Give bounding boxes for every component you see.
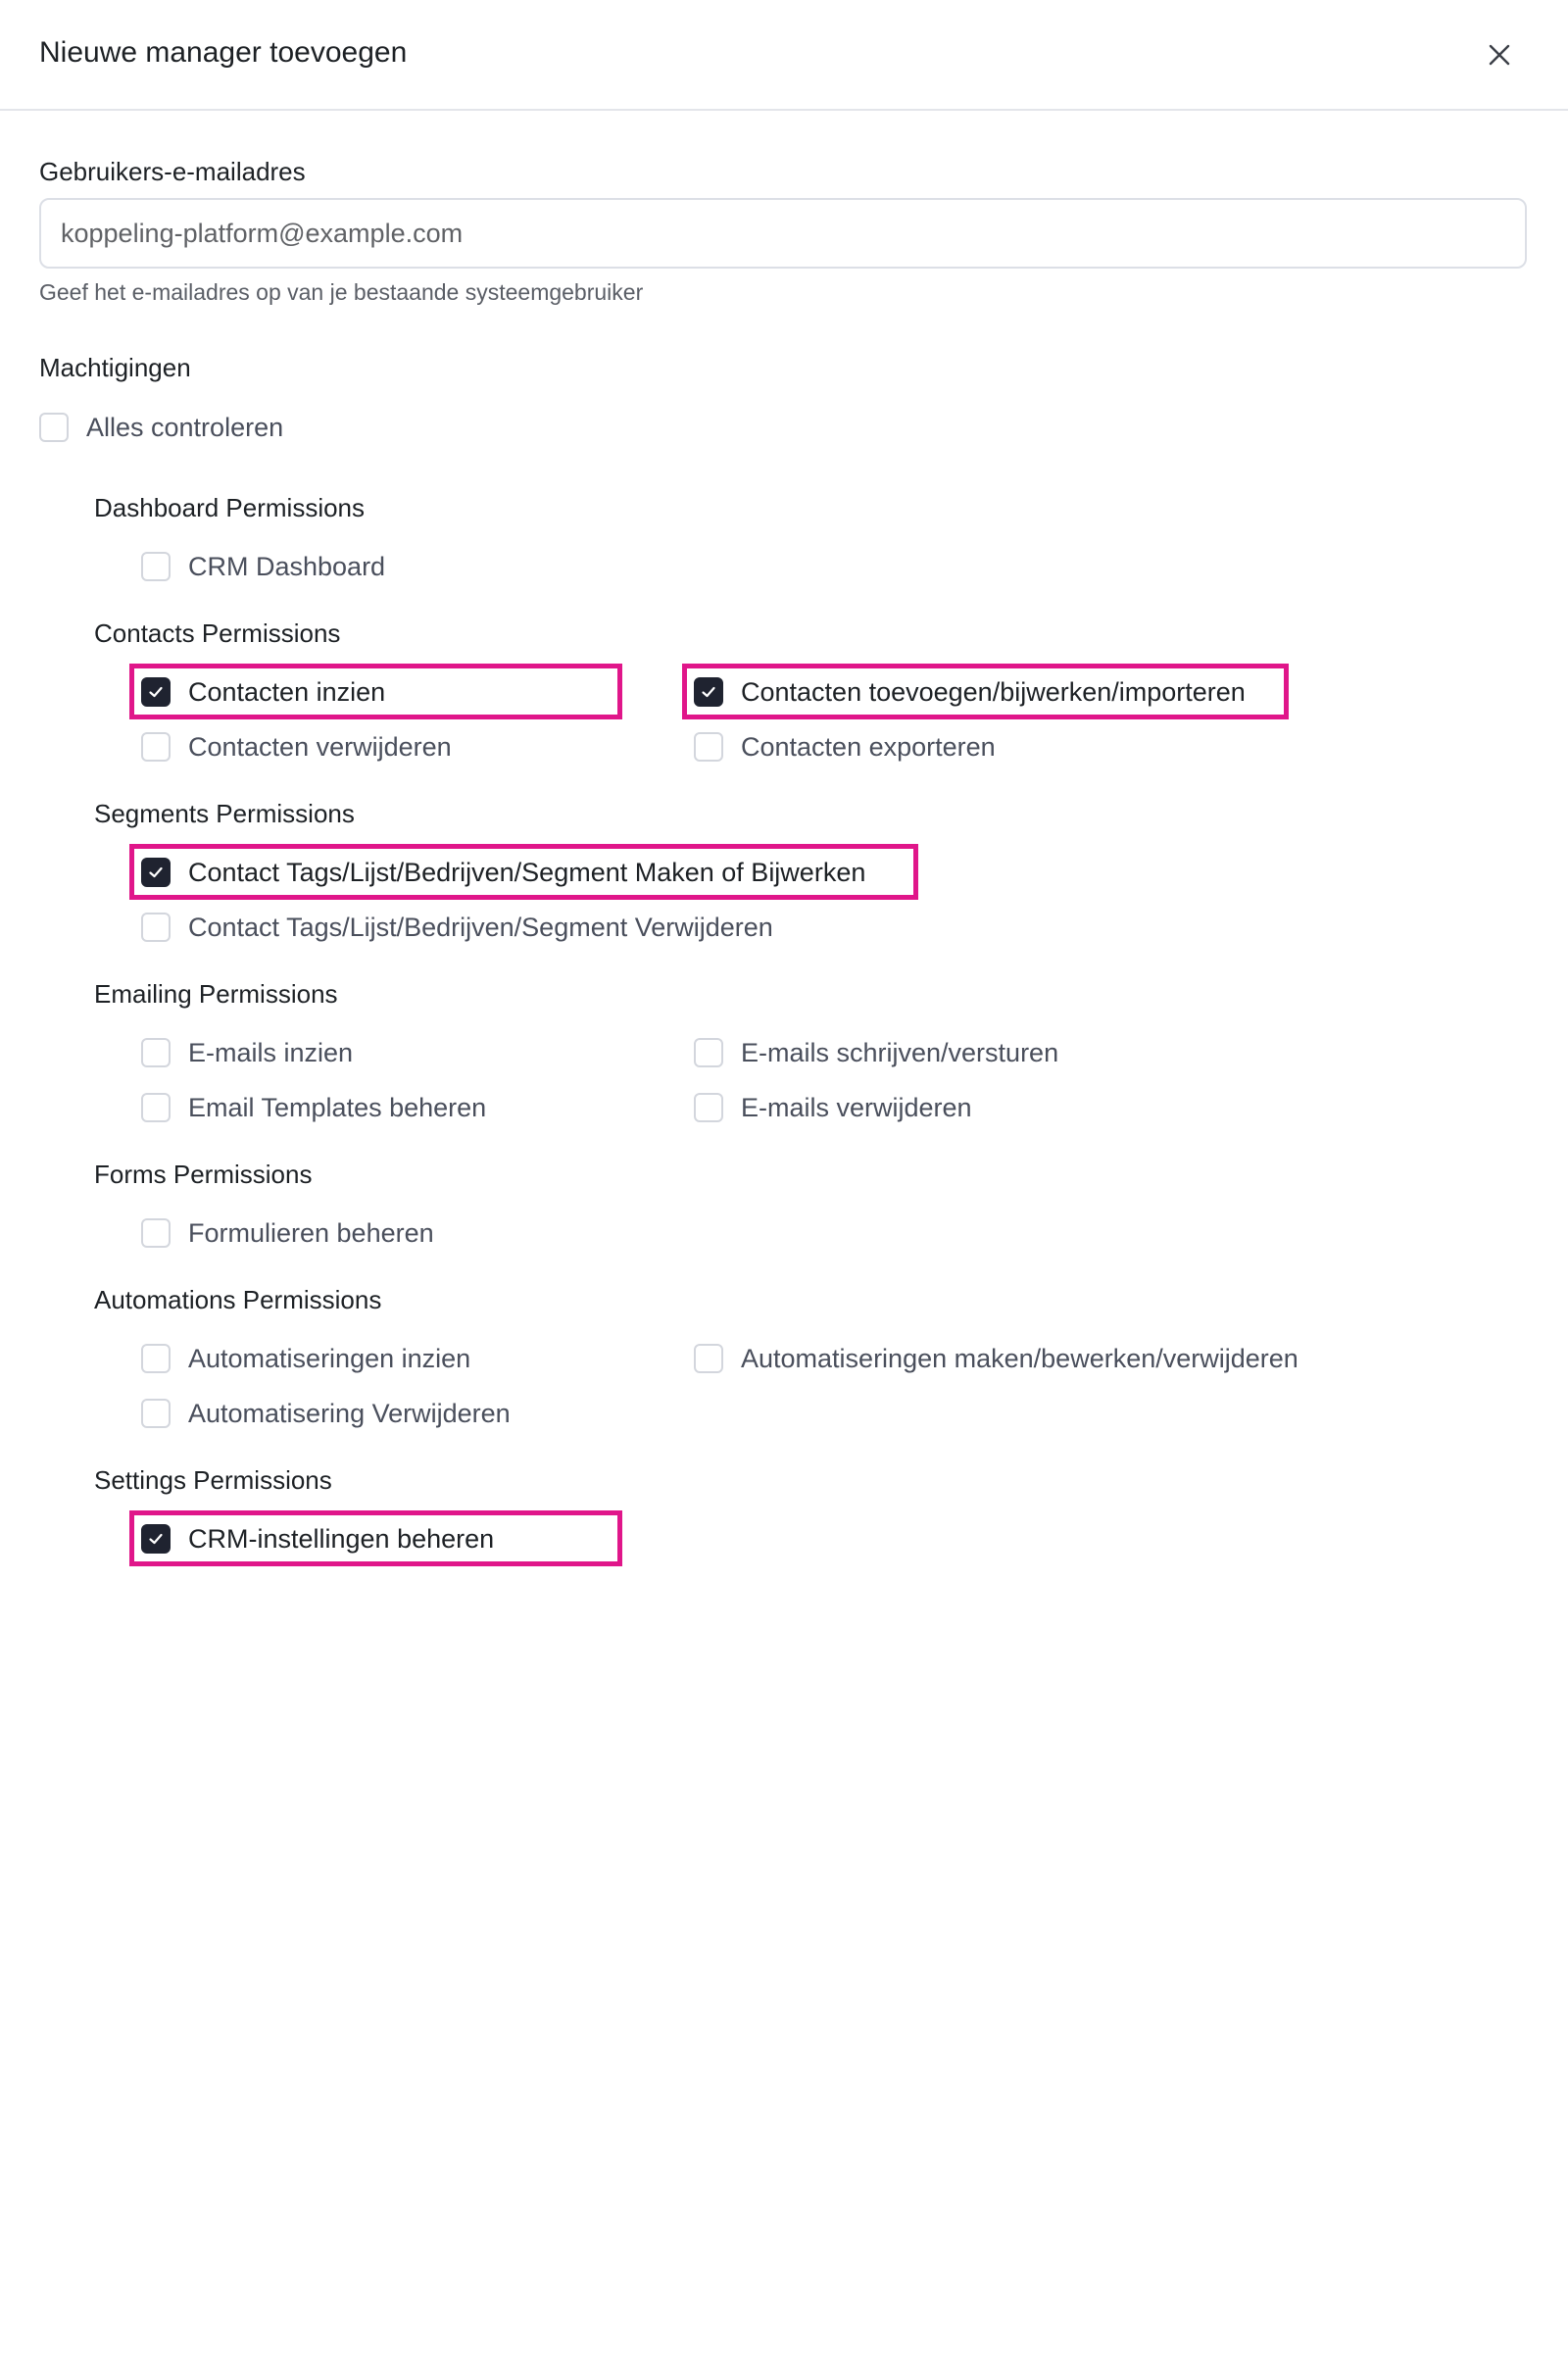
checkbox-crm-instellingen[interactable] xyxy=(141,1519,494,1558)
checkbox-box xyxy=(141,858,171,887)
checkbox-label: Contacten inzien xyxy=(188,677,386,707)
checkbox-box xyxy=(694,677,723,707)
checkbox-label: CRM Dashboard xyxy=(188,552,386,581)
checkbox-crm-dashboard[interactable] xyxy=(141,547,385,586)
checkbox-segment-verwijderen[interactable] xyxy=(141,908,773,947)
modal-title: Nieuwe manager toevoegen xyxy=(39,36,408,69)
group-title-settings: Settings Permissions xyxy=(94,1465,332,1495)
checkbox-email-templates[interactable] xyxy=(141,1088,486,1127)
checkbox-contacten-verwijderen[interactable] xyxy=(141,727,452,766)
checkbox-emails-schrijven[interactable] xyxy=(694,1033,1058,1072)
checkbox-label: E-mails verwijderen xyxy=(741,1093,972,1122)
group-title-automations: Automations Permissions xyxy=(94,1285,382,1314)
email-field[interactable] xyxy=(39,198,1527,269)
modal-header xyxy=(0,0,1568,111)
checkbox-box xyxy=(141,677,171,707)
checkbox-label: Contact Tags/Lijst/Bedrijven/Segment Verwijderen xyxy=(188,913,773,942)
check-all-checkbox[interactable] xyxy=(39,408,283,447)
group-title-emailing: Emailing Permissions xyxy=(94,979,338,1009)
checkbox-label: Formulieren beheren xyxy=(188,1218,434,1248)
permissions-title: Machtigingen xyxy=(39,353,191,382)
checkbox-automatiseringen-maken[interactable] xyxy=(694,1339,1298,1378)
checkbox-label: Automatiseringen maken/bewerken/verwijderen xyxy=(741,1344,1298,1373)
close-icon xyxy=(1489,44,1510,66)
checkbox-box xyxy=(141,1093,171,1122)
checkbox-box xyxy=(141,1038,171,1067)
checkbox-automatisering-verwijderen[interactable] xyxy=(141,1394,511,1433)
checkbox-label: Email Templates beheren xyxy=(188,1093,487,1122)
close-button[interactable] xyxy=(1480,37,1519,73)
checkbox-contacten-toevoegen[interactable] xyxy=(694,672,1246,712)
group-title-dashboard: Dashboard Permissions xyxy=(94,493,366,522)
checkbox-label: Automatisering Verwijderen xyxy=(188,1399,511,1428)
checkbox-label: E-mails schrijven/versturen xyxy=(741,1038,1059,1067)
group-title-segments: Segments Permissions xyxy=(94,799,355,828)
email-help-text: Geef het e-mailadres op van je bestaande systeemgebruiker xyxy=(39,279,644,305)
checkbox-label: Contacten verwijderen xyxy=(188,732,452,762)
checkbox-label: Contacten exporteren xyxy=(741,732,996,762)
checkbox-box xyxy=(694,1344,723,1373)
checkmark-icon xyxy=(147,683,165,701)
checkbox-segment-maken[interactable] xyxy=(141,853,865,892)
checkmark-icon xyxy=(700,683,717,701)
checkbox-box xyxy=(141,1218,171,1248)
group-title-contacts: Contacts Permissions xyxy=(94,618,341,648)
checkbox-box xyxy=(141,1399,171,1428)
checkbox-label: Alles controleren xyxy=(86,413,284,442)
checkbox-label: Contact Tags/Lijst/Bedrijven/Segment Maken of Bijwerken xyxy=(188,858,866,887)
checkmark-icon xyxy=(147,1530,165,1548)
checkbox-box xyxy=(694,1038,723,1067)
checkbox-box xyxy=(141,913,171,942)
checkbox-label: E-mails inzien xyxy=(188,1038,354,1067)
checkbox-contacten-exporteren[interactable] xyxy=(694,727,996,766)
checkmark-icon xyxy=(147,864,165,881)
checkbox-box xyxy=(694,1093,723,1122)
checkbox-formulieren-beheren[interactable] xyxy=(141,1213,434,1253)
checkbox-contacten-inzien[interactable] xyxy=(141,672,385,712)
checkbox-box xyxy=(141,1524,171,1554)
checkbox-label: CRM-instellingen beheren xyxy=(188,1524,495,1554)
checkbox-label: Automatiseringen inzien xyxy=(188,1344,471,1373)
checkbox-box xyxy=(141,552,171,581)
group-title-forms: Forms Permissions xyxy=(94,1160,313,1189)
checkbox-emails-inzien[interactable] xyxy=(141,1033,353,1072)
checkbox-automatiseringen-inzien[interactable] xyxy=(141,1339,470,1378)
checkbox-box xyxy=(694,732,723,762)
email-field-label: Gebruikers-e-mailadres xyxy=(39,157,306,186)
checkbox-box xyxy=(39,413,69,442)
checkbox-label: Contacten toevoegen/bijwerken/importeren xyxy=(741,677,1246,707)
checkbox-box xyxy=(141,1344,171,1373)
checkbox-box xyxy=(141,732,171,762)
checkbox-emails-verwijderen[interactable] xyxy=(694,1088,972,1127)
